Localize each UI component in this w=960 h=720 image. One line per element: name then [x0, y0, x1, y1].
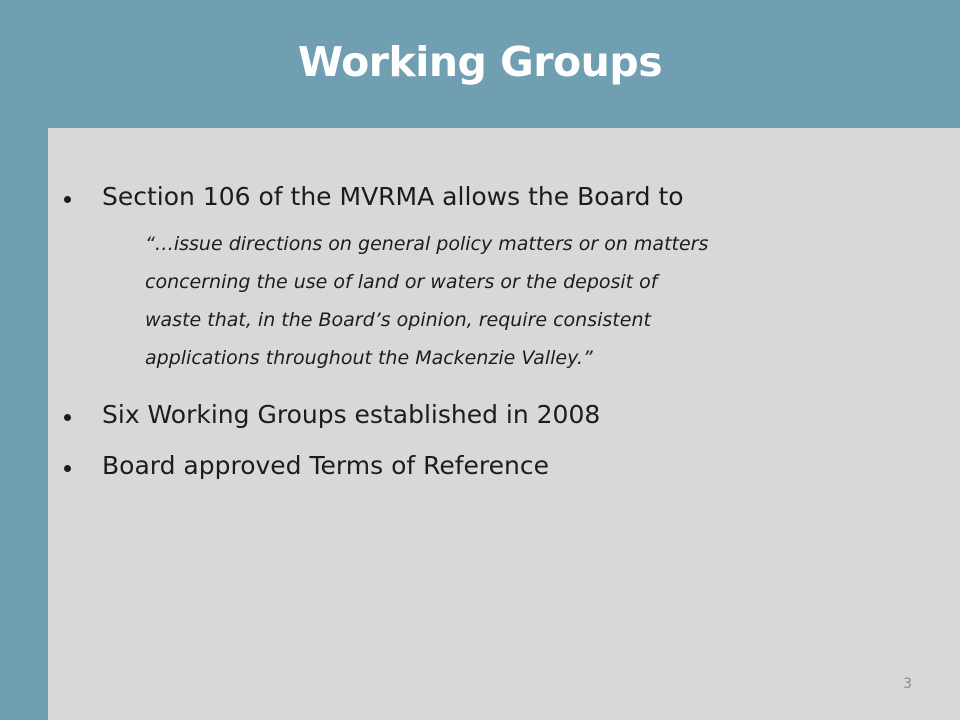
page-number: 3 [903, 676, 912, 692]
content-panel [48, 128, 960, 720]
bullet-terms-of-reference: Board approved Terms of Reference [102, 451, 549, 480]
bullet-dot [64, 414, 71, 421]
bullet-dot [64, 465, 71, 472]
quote-line: waste that, in the Board’s opinion, require consistent [145, 309, 651, 331]
quote-block [145, 225, 935, 377]
quote-line: “…issue directions on general policy matters or on matters [145, 233, 709, 255]
quote-line: applications throughout the Mackenzie Valley.” [145, 347, 593, 369]
bullet-section-106: Section 106 of the MVRMA allows the Board to [102, 182, 684, 211]
bullet-dot [64, 196, 71, 203]
quote-line: concerning the use of land or waters or the deposit of [145, 271, 658, 293]
slide-title: Working Groups [297, 38, 663, 86]
bullet-working-groups: Six Working Groups established in 2008 [102, 400, 601, 429]
